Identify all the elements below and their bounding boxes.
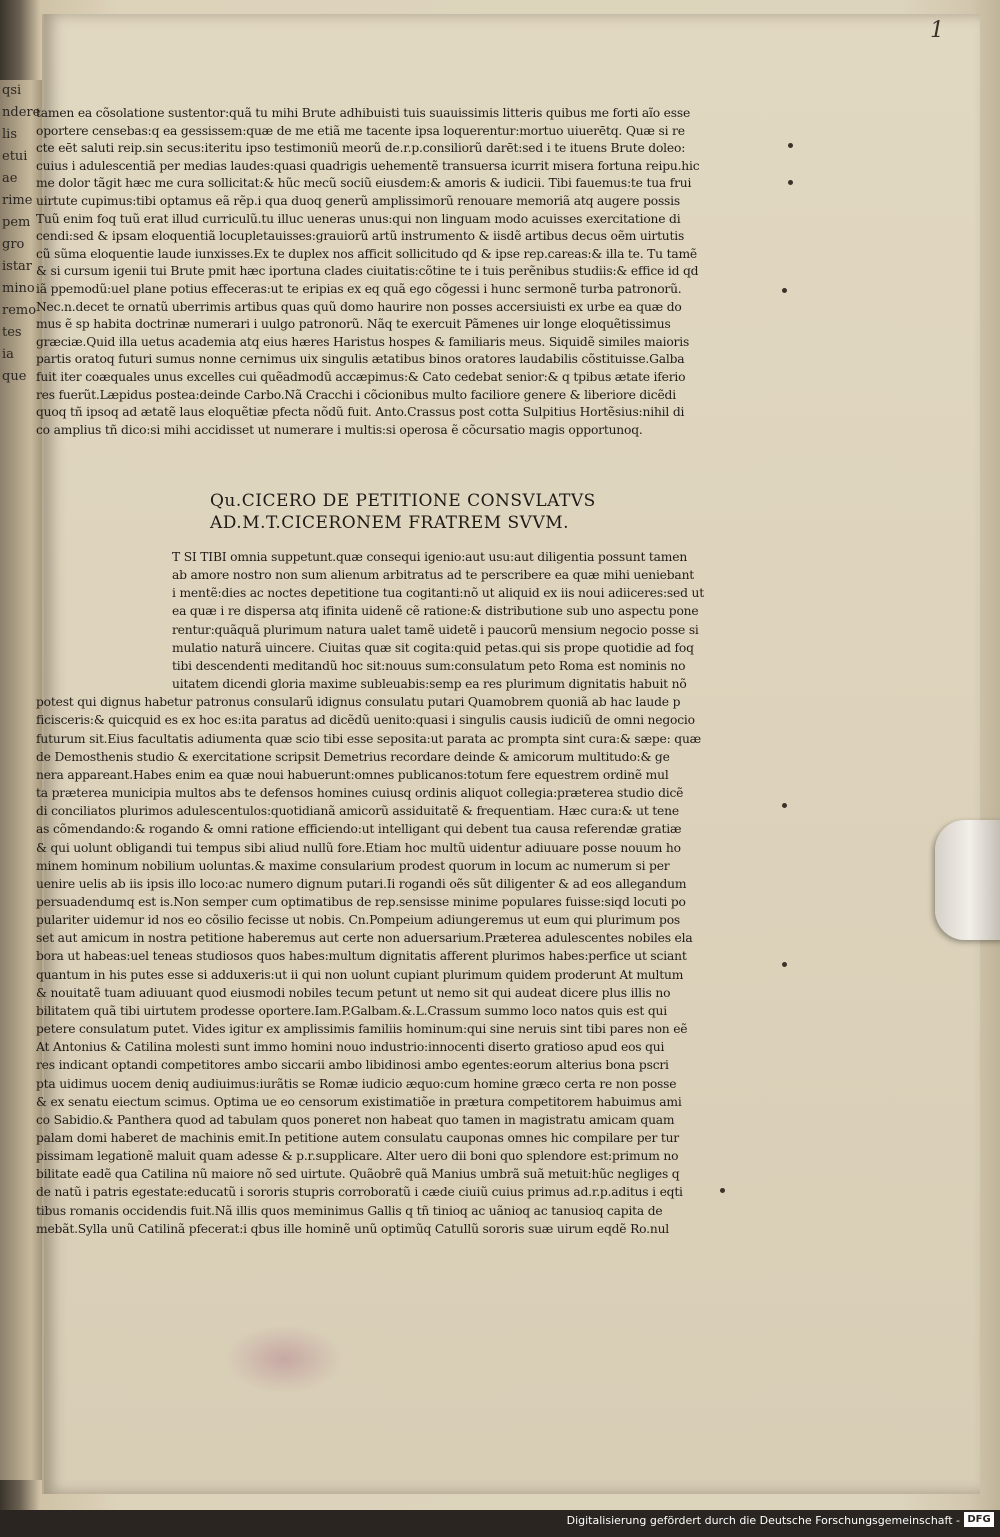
text-line: cũ sũma eloquentie laude iunxisses.Ex te duplex nos afficit sollicitudo qd & ipse rep.careas:& illa te. Tu tamẽ: [36, 246, 698, 261]
text-line: pulariter uidemur id nos eo cõsilio fecisse ut nobis. Cn.Pompeium adiungeremus ut eum qui plurimum pos: [36, 913, 681, 928]
margin-dot: [720, 1188, 725, 1193]
text-block-upper: [36, 105, 776, 439]
left-page-fragment: tes: [2, 325, 22, 340]
left-page-fragment: istar: [2, 259, 33, 274]
text-line: & si cursum igenii tui Brute pmit hæc iportuna clades ciuitatis:cõtine te i tuis perẽnibus studiis:& effice id qd: [36, 264, 699, 279]
text-line: fuit iter coæquales unus excelles cui quẽadmodũ accæpimus:& Cato cedebat senior:& q tpibus ætate iferio: [36, 369, 686, 384]
text-line: di conciliatos plurimos adulescentulos:quotidianã amicorũ assiduitatẽ & frequentiam. Hæc cura:& ut tene: [36, 804, 679, 819]
heading-line-1: Qu.CICERO DE PETITIONE CONSVLATVS: [210, 491, 596, 511]
text-line: quoq tñ ipsoq ad ætatẽ laus eloquẽtiæ pfecta nõdũ fuit. Anto.Crassus post cotta Sulpitius Hortẽsius:nihil di: [36, 405, 685, 420]
text-line: persuadendumq est is.Non semper cum optimatibus de rep.sensisse minime populares fuisse:siqd locuti po: [36, 894, 686, 909]
text-line: ta præterea municipia multos abs te defensos homines cuiusq ordinis aliquot collegia:præterea studio dicẽ: [36, 786, 684, 801]
text-line: set aut amicum in nostra petitione haberemus aut certe non aduersarium.Præterea adulescentes nobiles ela: [36, 931, 693, 946]
text-line: græciæ.Quid illa uetus academia atq eius hæres Haristus hospes & familiaris meus. Siquidẽ similes maioris: [36, 334, 690, 349]
text-line: rentur:quãquã plurimum natura ualet tamẽ uidetẽ i paucorũ mensium negocio posse si: [172, 622, 699, 637]
text-line: futurum sit.Eius facultatis adiumenta quæ scio tibi esse seposita:ut parata ac prompta sint cura:& sæpe: quæ: [36, 731, 702, 746]
left-page-fragment: que: [2, 369, 27, 384]
folio-mark: 1: [930, 18, 944, 43]
dfg-logo: DFG: [964, 1512, 994, 1527]
text-line: At Antonius & Catilina molesti sunt immo homini nouo industrio:innocenti diserto gratioso apud eos qui: [36, 1040, 665, 1055]
margin-dot: [782, 288, 787, 293]
section-heading: [210, 490, 630, 534]
text-line: me dolor tãgit hæc me cura sollicitat:& hũc mecũ sociũ eiusdem:& amoris & iudicii. Tibi fauemus:te tua frui: [36, 176, 692, 191]
page-clip: [935, 820, 1000, 940]
text-line: palam domi haberet de machinis emit.In petitione autem consulatu cauponas omnes hic compilare per tur: [36, 1131, 679, 1145]
text-line: bora ut habeas:uel teneas studiosos quos habes:multum dignitatis afferent plurimos habes:perfice ut sciant: [36, 949, 687, 964]
text-line: tamen ea cõsolatione sustentor:quã tu mihi Brute adhibuisti tuis suauissimis litteris quibus me forti aĩo esse: [36, 106, 691, 120]
left-page-fragment: qsi: [2, 83, 22, 98]
text-line: uirtute cupimus:tibi optamus eã rẽp.i qua duoq generũ amplissimorũ renouare memoriã atq augere possis: [36, 193, 681, 208]
text-line: & ex senatu eiectum scimus. Optima ue eo censorum existimatiõe in prætura competitorem habuimus ami: [36, 1094, 682, 1109]
text-line: & nouitatẽ tuam adiuuant quod eiusmodi nobiles tecum petunt ut nemo sit qui audeat dicere plus illis no: [36, 985, 671, 1000]
text-line: uenire uelis ab iis ipsis illo loco:ac numero dignum putari.Ii rogandi oẽs sũt diligenter & ad eos allegandum: [36, 876, 687, 891]
text-line: ea quæ i re dispersa atq ifinita uidenẽ cẽ ratione:& distributione sub uno aspectu pone: [172, 604, 699, 619]
text-line: cte eēt saluti reip.sin secus:iteritu ipso testimoniũ meorũ de.r.p.consiliorũ darēt:sed i te ituens Brute doleo:: [36, 141, 686, 156]
text-line: pissimam legationẽ maluit quam adesse & p.r.supplicare. Alter uero dii boni quo splendore est:primum no: [36, 1149, 679, 1164]
text-line: iã ppemodũ:uel plane potius effeceras:ut te eripias ex eq quã ego cõgessi i hunc sermonẽ turba patronorũ.: [36, 281, 682, 296]
text-line: res fuerũt.Læpidus postea:deinde Carbo.Nã Cracchi i cõcionibus multo faciliore genere & liberiore dicẽdi: [36, 387, 676, 402]
margin-dot: [788, 180, 793, 185]
left-page-fragment: remo: [2, 303, 37, 318]
text-line: cendi:sed & ipsam eloquentiã locupletauisses:grauiorũ artũ instrumento & iisdẽ artibus decus oẽm uirtutis: [36, 229, 685, 244]
heading-line-2: AD.M.T.CICERONEM FRATREM SVVM.: [210, 513, 570, 533]
text-line: i mentẽ:dies ac noctes depetitione tua cogitanti:nõ ut aliquid ex iis noui adiiceres:sed ut: [172, 586, 704, 601]
left-page-fragment: lis: [2, 127, 17, 142]
left-page-fragment: mino: [2, 281, 35, 296]
left-page-fragment: ia: [2, 347, 14, 362]
margin-dot: [788, 143, 793, 148]
text-line: de natũ i patris egestate:educatũ i sororis stupris corroboratũ i cæde ciuiũ cuius primus ad.r.p.aditus i eqti: [36, 1185, 683, 1200]
text-line: pta uidimus uocem deniq audiuimus:iurãtis se Romæ iudicio æquo:cum homine græco certa re non posse: [36, 1076, 677, 1091]
left-page-fragment: pem: [2, 215, 31, 230]
text-line: ficisceris:& quicquid es ex hoc es:ita paratus ad dicẽdũ uenito:quasi i singulis causis iudiciũ de omni negocio: [36, 713, 695, 728]
text-line: as cõmendando:& rogando & omni ratione efficiendo:ut intelligant qui debent tua causa referendæ gratiæ: [36, 822, 682, 837]
margin-dot: [782, 803, 787, 808]
text-line: nera appareant.Habes enim ea quæ noui habuerunt:omnes publicanos:totum fere equestrem ordinẽ mul: [36, 767, 669, 782]
text-line: petere consulatum putet. Vides igitur ex amplissimis familiis hominum:qui sine neruis sint tibi pares non eẽ: [36, 1022, 688, 1037]
text-line: co amplius tñ dico:si mihi accidisset ut numerare i multis:si operosa ẽ cõcursatio magis opportunoq.: [36, 422, 643, 437]
text-line: uitatem dicendi gloria maxime subleuabis:semp ea res plurimum dignitatis habuit nõ: [172, 677, 687, 692]
text-line: tibus romanis occidendis fuit.Nã illis quos meminimus Gallis q tñ tinioq ac uãnioq ac tanusioq capita de: [36, 1203, 663, 1218]
text-line: mebãt.Sylla unũ Catilinã pfecerat:i qbus ille hominẽ unũ optimũq Catullũ sororis suæ uirum eqdẽ Ro.nul: [36, 1221, 670, 1236]
text-line: co Sabidio.& Panthera quod ad tabulam quos poneret non habeat quo tamen in magistratu amicam quam: [36, 1112, 675, 1127]
left-page-fragment: etui: [2, 149, 28, 164]
text-line: potest qui dignus habetur patronus consularũ idignus consulatu putari Quamobrem quoniã ab hac laude p: [36, 695, 681, 710]
text-block-lower: [36, 548, 786, 1238]
text-line: res indicant optandi competitores ambo siccarii ambo libidinosi ambo egentes:eorum alterius bona pscri: [36, 1058, 669, 1073]
text-line: tibi descendenti meditandũ hoc sit:nouus sum:consulatum peto Roma est nominis no: [172, 658, 686, 673]
text-line: Tuũ enim foq tuũ erat illud curriculũ.tu illuc ueneras unus:qui non linguam modo acuisses exercitatione di: [36, 211, 681, 226]
text-line: partis oratoq futuri sumus nonne cernimus uix singulis ætatibus binos oratores laudabilis cõstituisse.Galba: [36, 352, 685, 367]
left-page-fragment: rime: [2, 193, 33, 208]
text-line: cuius i adulescentiã per medias laudes:quasi quadrigis uehementẽ transuersa icurrit misera fortuna reipu.hic: [36, 158, 700, 173]
text-line: oportere censebas:q ea gessissem:quæ de me etiã me tacente ipsa loquerentur:mortuo uiuerētq. Quæ si re: [36, 123, 685, 138]
text-line: mulatio naturã uincere. Ciuitas quæ sit cogita:quid petas.qui sis prope quotidie ad foq: [172, 640, 694, 655]
text-line: Nec.n.decet te ornatũ uberrimis artibus quas quũ domo haurire non posses accersiuisti ex urbe ea quæ do: [36, 299, 682, 314]
footer-credit: Digitalisierung gefördert durch die Deutsche Forschungsgemeinschaft -: [566, 1514, 960, 1527]
text-line: T SI TIBI omnia suppetunt.quæ consequi igenio:aut usu:aut diligentia possunt tamen: [172, 550, 688, 564]
text-line: ab amore nostro non sum alienum arbitratus ad te perscribere ea quæ mihi ueniebant: [172, 568, 695, 583]
text-line: & qui uolunt obligandi tui tempus sibi aliud nullũ fore.Etiam hoc multũ uidentur adiuuare posse nouum ho: [36, 840, 681, 855]
text-line: bilitate eadẽ qua Catilina nũ maiore nõ sed uirtute. Quãobrẽ quã Manius umbrã suã metuit:hũc negliges q: [36, 1167, 680, 1182]
margin-dot: [782, 962, 787, 967]
ink-stain: [224, 1324, 344, 1394]
text-line: quantum in his putes esse si adduxeris:ut ii qui non uolunt cupiant plurimum quidem proderunt At multum: [36, 967, 684, 982]
left-page-fragment: gro: [2, 237, 25, 252]
text-line: bilitatem quã tibi uirtutem prodesse oportere.Iam.P.Galbam.&.L.Crassum summo loco natos quis est qui: [36, 1003, 667, 1018]
left-page-fragment: ndere: [2, 105, 41, 120]
text-line: mus ẽ sp habita doctrinæ numerari i uulgo patronorũ. Nãq te exercuit Pãmenes uir longe eloquẽtissimus: [36, 317, 671, 332]
text-line: minem hominum nobilium uoluntas.& maxime consularium prodest quorum in locum ac numerum si per: [36, 858, 670, 873]
text-line: de Demosthenis studio & exercitatione scripsit Demetrius recordare deinde & amicorum multitudo:& ge: [36, 749, 670, 764]
left-page-fragment: ae: [2, 171, 18, 186]
